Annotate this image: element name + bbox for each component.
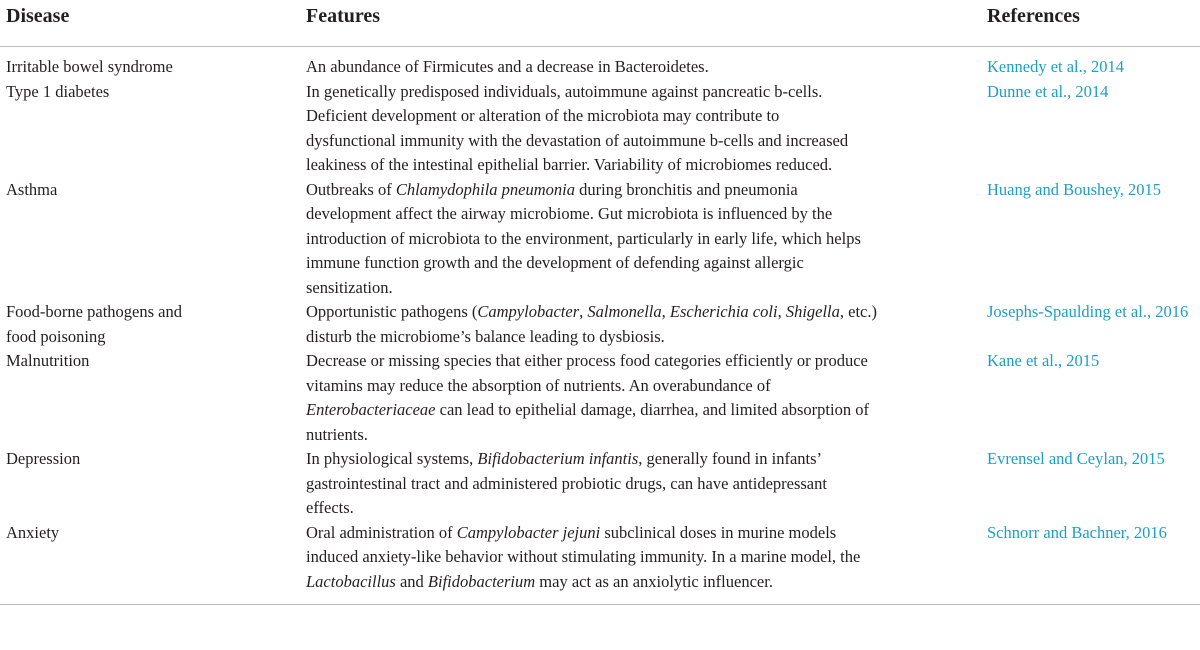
- disease-line: Depression: [6, 449, 81, 468]
- disease-cell: [6, 447, 296, 472]
- features-line: dysfunctional immunity with the devastation of autoimmune b-cells and increased: [306, 130, 849, 150]
- features-cell: [306, 300, 906, 349]
- italic-term: Shigella: [785, 302, 840, 321]
- disease-line: Type 1 diabetes: [6, 81, 110, 101]
- reference-link[interactable]: Kane et al., 2015: [987, 351, 1100, 370]
- disease-line: Anxiety: [6, 522, 60, 542]
- features-line: immune function growth and the development of defending against allergic: [306, 253, 804, 272]
- header-features: Features: [306, 5, 381, 27]
- disease-line: food poisoning: [6, 326, 106, 346]
- disease-line: Asthma: [6, 179, 58, 199]
- italic-term: Bifidobacterium infantis: [477, 449, 639, 468]
- italic-term: Enterobacteriaceae: [306, 400, 436, 419]
- features-cell: [306, 447, 906, 521]
- reference-link[interactable]: Evrensel and Ceylan, 2015: [987, 449, 1165, 468]
- features-line: In physiological systems, Bifidobacterium infantis, generally found in infants’: [306, 449, 823, 468]
- disease-cell: [6, 55, 296, 80]
- features-cell: [306, 178, 906, 301]
- features-cell: [306, 349, 906, 447]
- features-line: In genetically predisposed individuals, autoimmune against pancreatic b-cells.: [306, 81, 823, 101]
- italic-term: Escherichia coli: [669, 302, 778, 321]
- italic-term: Lactobacillus: [306, 571, 396, 591]
- features-line: Lactobacillus and Bifidobacterium may act as an anxiolytic influencer.: [306, 571, 773, 591]
- table-header-row: [0, 0, 1200, 47]
- reference-link[interactable]: Kennedy et al., 2014: [987, 57, 1125, 76]
- disease-cell: [6, 80, 296, 105]
- features-line: Outbreaks of Chlamydophila pneumonia during bronchitis and pneumonia: [306, 179, 798, 199]
- header-references: References: [987, 5, 1080, 27]
- table-bottom-rule: [0, 604, 1200, 605]
- features-line: nutrients.: [306, 424, 368, 444]
- disease-cell: [6, 300, 296, 349]
- italic-term: Bifidobacterium: [427, 571, 536, 591]
- disease-line: Food-borne pathogens and: [6, 302, 182, 321]
- features-line: induced anxiety-like behavior without stimulating immunity. In a marine model, the: [306, 547, 861, 566]
- reference-cell: [987, 80, 1200, 105]
- features-line: An abundance of Firmicutes and a decrease in Bacteroidetes.: [306, 57, 709, 76]
- features-line: Deficient development or alteration of the microbiota may contribute to: [306, 106, 780, 125]
- features-cell: [306, 521, 906, 595]
- italic-term: Campylobacter: [477, 302, 580, 321]
- reference-cell: [987, 178, 1200, 203]
- features-line: Opportunistic pathogens (Campylobacter, Salmonella, Escherichia coli, Shigella, etc.): [306, 302, 877, 321]
- italic-term: Chlamydophila pneumonia: [395, 179, 576, 199]
- features-line: sensitization.: [306, 277, 393, 297]
- italic-term: Campylobacter jejuni: [456, 522, 601, 542]
- reference-cell: [987, 55, 1200, 80]
- reference-cell: [987, 447, 1200, 472]
- disease-line: Malnutrition: [6, 351, 90, 370]
- reference-cell: [987, 521, 1200, 546]
- disease-line: Irritable bowel syndrome: [6, 57, 173, 76]
- features-line: Oral administration of Campylobacter jejuni subclinical doses in murine models: [306, 522, 837, 542]
- features-cell: [306, 80, 906, 178]
- features-line: leakiness of the intestinal epithelial barrier. Variability of microbiomes reduced.: [306, 155, 833, 174]
- features-line: Decrease or missing species that either process food categories efficiently or produce: [306, 351, 868, 370]
- disease-cell: [6, 178, 296, 203]
- header-disease: Disease: [6, 5, 70, 27]
- features-line: disturb the microbiome’s balance leading to dysbiosis.: [306, 326, 665, 346]
- reference-link[interactable]: Josephs-Spaulding et al., 2016: [987, 302, 1189, 321]
- disease-cell: [6, 521, 296, 546]
- features-line: gastrointestinal tract and administered probiotic drugs, can have antidepressant: [306, 473, 827, 493]
- reference-cell: [987, 349, 1200, 374]
- features-cell: [306, 55, 906, 80]
- reference-link[interactable]: Schnorr and Bachner, 2016: [987, 522, 1167, 542]
- reference-cell: [987, 300, 1200, 325]
- reference-link[interactable]: Dunne et al., 2014: [987, 81, 1109, 101]
- features-line: vitamins may reduce the absorption of nutrients. An overabundance of: [306, 375, 771, 395]
- italic-term: Salmonella: [587, 302, 662, 321]
- features-line: introduction of microbiota to the environment, particularly in early life, which helps: [306, 228, 861, 248]
- features-line: Enterobacteriaceae can lead to epithelial damage, diarrhea, and limited absorption of: [306, 400, 869, 419]
- reference-link[interactable]: Huang and Boushey, 2015: [987, 179, 1161, 199]
- features-line: development affect the airway microbiome. Gut microbiota is influenced by the: [306, 204, 833, 223]
- features-line: effects.: [306, 498, 354, 517]
- disease-cell: [6, 349, 296, 374]
